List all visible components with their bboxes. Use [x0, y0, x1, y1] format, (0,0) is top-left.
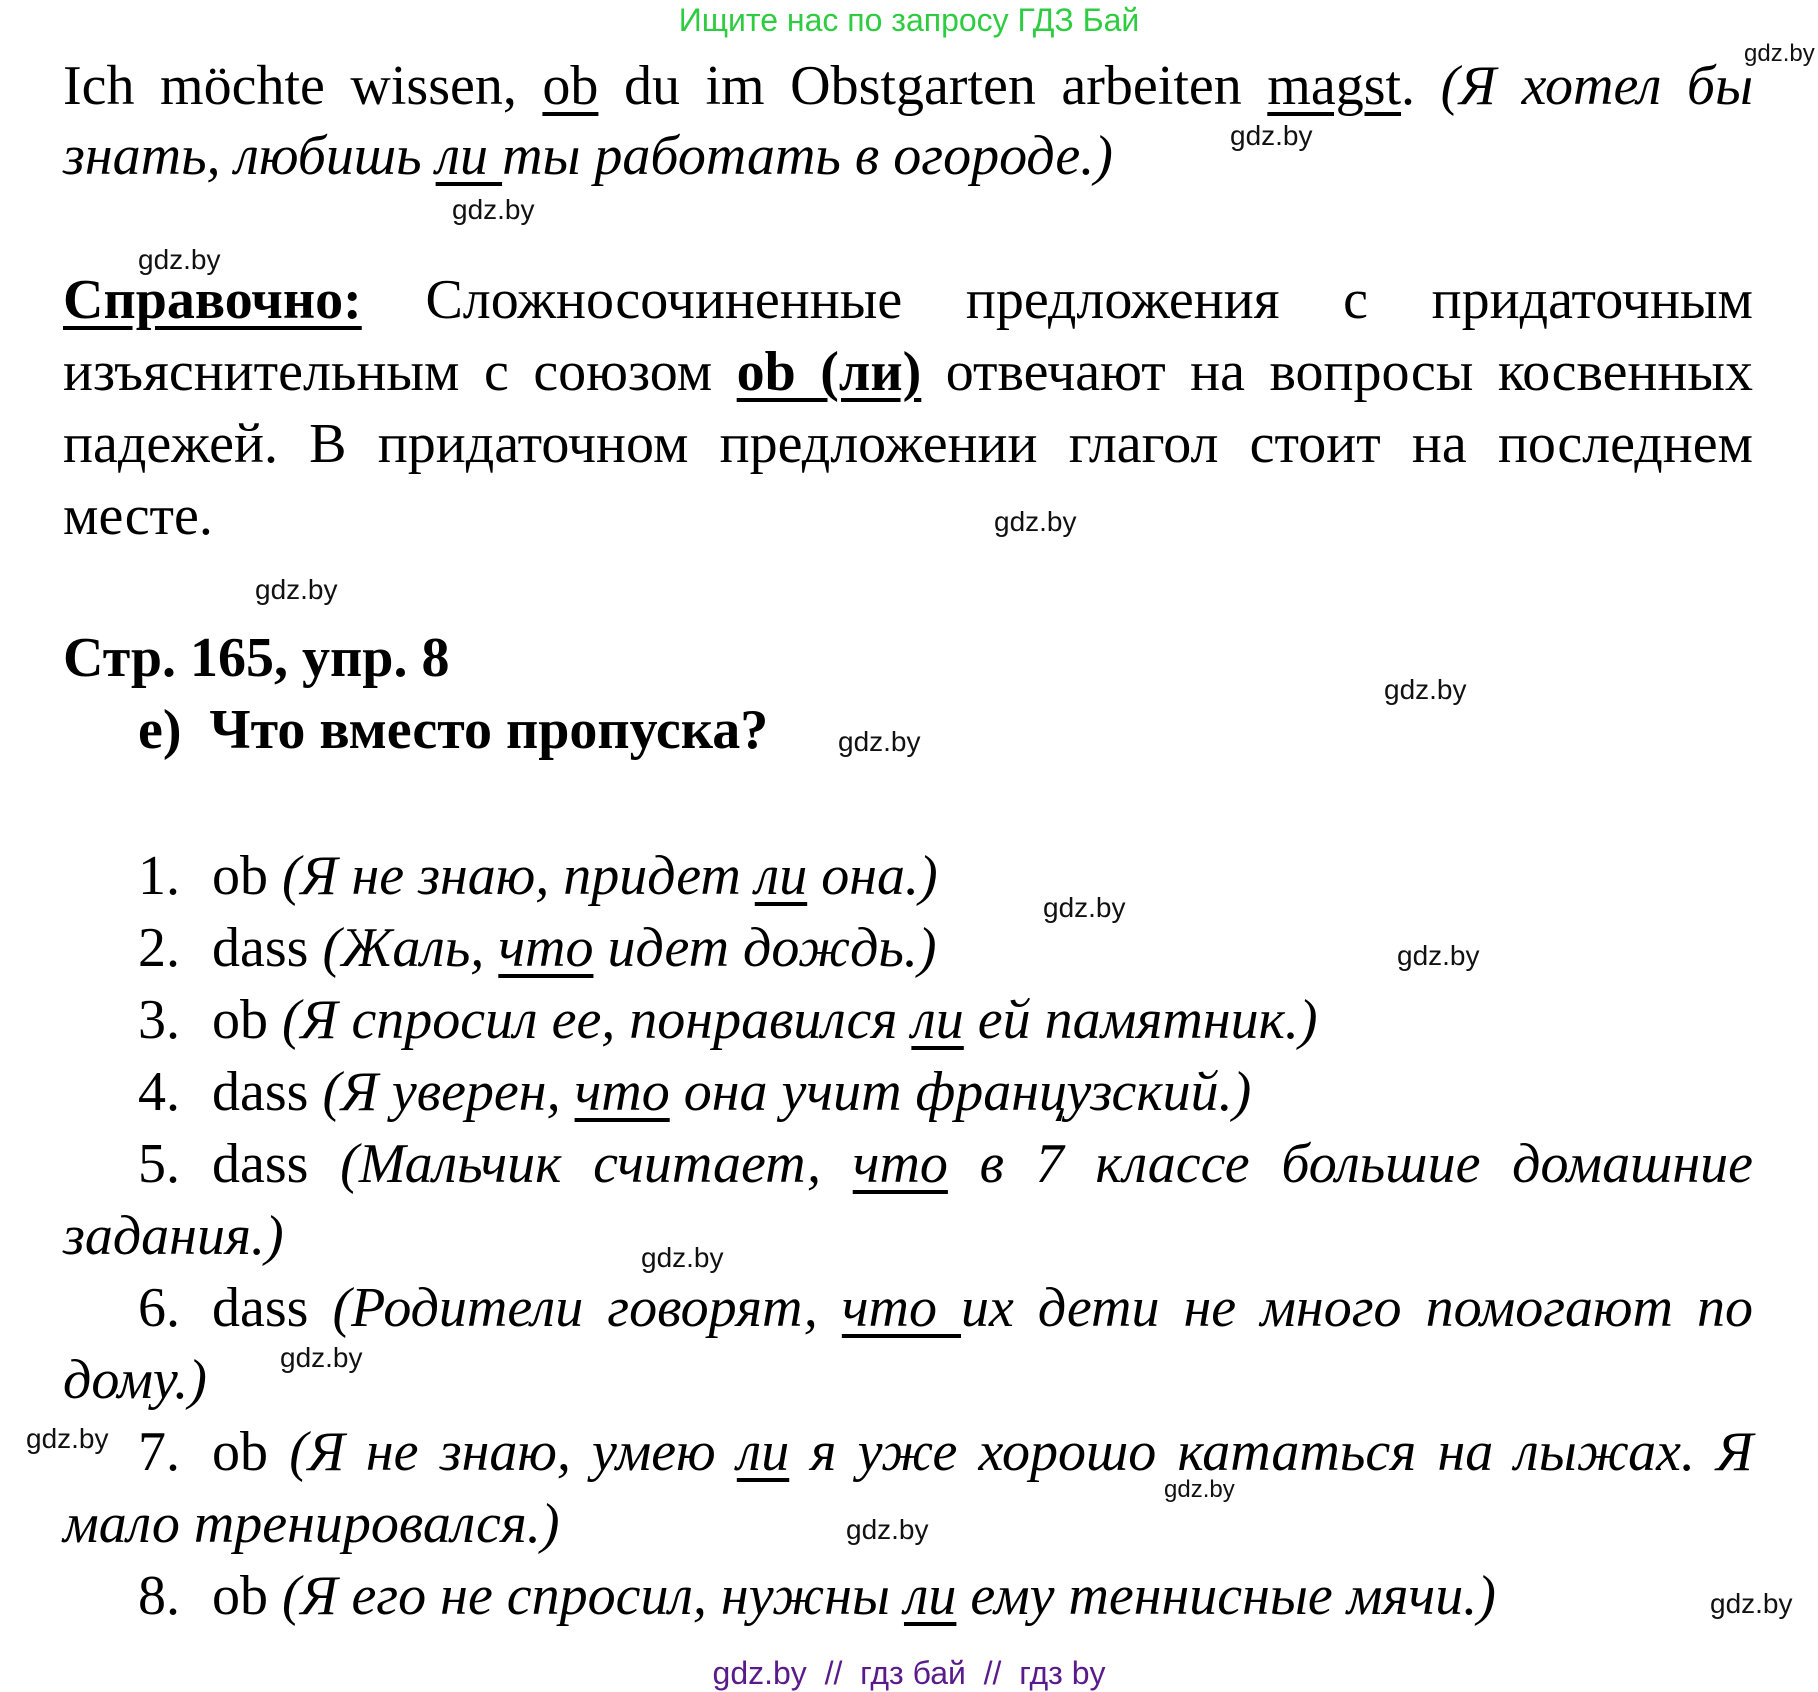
footer-links: gdz.by // гдз бай // гдз by	[712, 1655, 1106, 1691]
answer-item-6: 6. dass (Родители говорят, что их дети не много помогают по	[138, 1277, 1753, 1339]
section-title: Стр. 165, упр. 8	[63, 627, 450, 689]
answer-item-4: 4. dass (Я уверен, что она учит французский.)	[138, 1061, 1252, 1123]
watermark: gdz.by	[846, 1514, 929, 1545]
watermark: gdz.by	[26, 1423, 109, 1454]
watermark: gdz.by	[138, 244, 221, 275]
answer-item-8: 8. ob (Я его не спросил, нужны ли ему теннисные мячи.)	[138, 1565, 1496, 1627]
answer-item-7: 7. ob (Я не знаю, умею ли я уже хорошо кататься на лыжах. Я	[138, 1421, 1753, 1483]
watermark: gdz.by	[1164, 1476, 1235, 1503]
watermark: gdz.by	[1710, 1588, 1793, 1619]
watermark: gdz.by	[641, 1242, 724, 1273]
watermark: gdz.by	[1397, 940, 1480, 971]
answer-item-1: 1. ob (Я не знаю, придет ли она.)	[138, 845, 938, 907]
answer-item-6-cont: дому.)	[63, 1349, 207, 1411]
example-line-1: Ich möchte wissen, ob du im Obstgarten arbeiten magst. (Я хотел бы	[63, 55, 1754, 117]
section-subtitle: e) Что вместо пропуска?	[138, 699, 769, 761]
note-line-4: месте.	[63, 485, 213, 547]
watermark: gdz.by	[1230, 120, 1313, 151]
answer-item-3: 3. ob (Я спросил ее, понравился ли ей памятник.)	[138, 989, 1318, 1051]
note-line-3: падежей. В придаточном предложении глагол стоит на последнем	[63, 413, 1753, 475]
note-line-1: Справочно: Сложносочиненные предложения с придаточным	[63, 269, 1753, 331]
watermark: gdz.by	[1744, 40, 1815, 67]
note-line-2: изъяснительным с союзом ob (ли) отвечают на вопросы косвенных	[63, 341, 1753, 403]
watermark: gdz.by	[1384, 674, 1467, 705]
watermark: gdz.by	[1043, 892, 1126, 923]
note-label: Справочно:	[63, 269, 362, 331]
answer-item-5-cont: задания.)	[63, 1205, 284, 1267]
answer-item-7-cont: мало тренировался.)	[63, 1493, 560, 1555]
watermark: gdz.by	[255, 574, 338, 605]
watermark: gdz.by	[280, 1342, 363, 1373]
watermark: gdz.by	[838, 726, 921, 757]
example-line-2: знать, любишь ли ты работать в огороде.)	[63, 125, 1113, 187]
answer-item-2: 2. dass (Жаль, что идет дождь.)	[138, 917, 937, 979]
answer-item-5: 5. dass (Мальчик считает, что в 7 классе большие домашние	[138, 1133, 1753, 1195]
watermark: gdz.by	[994, 506, 1077, 537]
search-banner: Ищите нас по запросу ГДЗ Бай	[678, 2, 1140, 38]
watermark: gdz.by	[452, 194, 535, 225]
